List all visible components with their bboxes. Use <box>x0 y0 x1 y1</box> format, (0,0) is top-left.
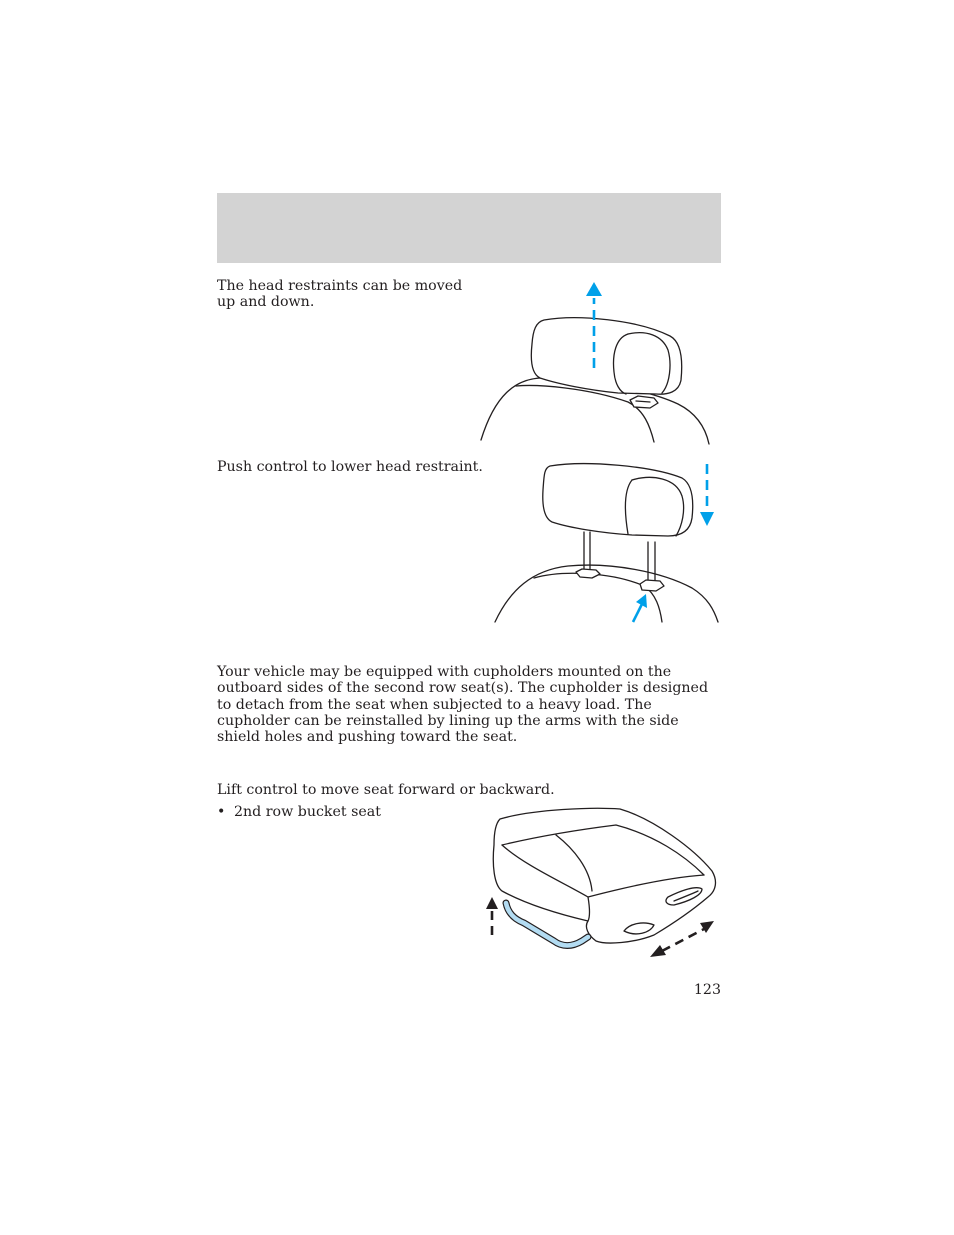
head-restraint-intro-text: The head restraints can be moved up and down. <box>217 278 463 311</box>
lift-control-text: Lift control to move seat forward or backward. <box>217 782 555 798</box>
bucket-seat-illustration <box>484 805 720 961</box>
dashed-up-arrow-icon <box>486 897 498 935</box>
page-number: 123 <box>693 982 721 998</box>
bullet-symbol: • <box>217 804 226 820</box>
dashed-down-arrow-icon <box>700 464 714 526</box>
cupholder-text: Your vehicle may be equipped with cupholders mounted on the outboard sides of the second row seat(s). The cupholder is designed to detach from the seat when subjected to a heavy load. The cupholder can be reinstalled by lining up the arms with the side shield holes and pushing toward the seat. <box>217 664 709 746</box>
push-control-text: Push control to lower head restraint. <box>217 459 483 475</box>
head-restraint-lower-illustration <box>492 460 722 626</box>
head-restraint-raise-illustration <box>478 280 714 446</box>
bullet-list <box>217 804 437 820</box>
list-item <box>217 804 437 820</box>
list-item-text: 2nd row bucket seat <box>234 804 381 820</box>
section-header-band <box>217 193 721 263</box>
